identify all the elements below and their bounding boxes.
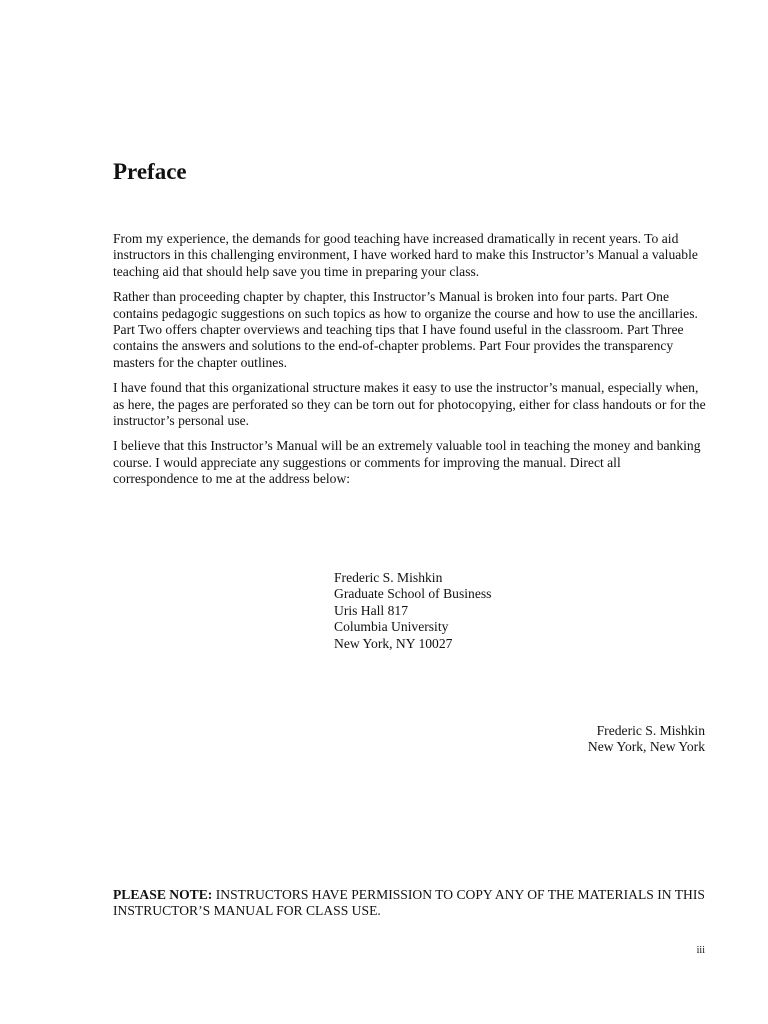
page-title: Preface <box>113 159 187 184</box>
address-city: New York, NY 10027 <box>334 635 453 651</box>
note-text: INSTRUCTORS HAVE PERMISSION TO COPY ANY OF THE MATERIALS IN THIS INSTRUCTOR’S MANUAL FOR CLASS USE. <box>113 887 705 919</box>
paragraph-2: Rather than proceeding chapter by chapter, this Instructor’s Manual is broken into four parts. Part One contains pedagogic suggestions on such topics as how to organize the course and how to use the ancillaries. Part Two offers chapter overviews and teaching tips that I have found useful in the classroom. Part Three contains the answers and solutions to the end-of-chapter problems. Part Four provides the transparency masters for the chapter outlines. <box>113 289 698 370</box>
address-university: Columbia University <box>334 619 449 635</box>
paragraph-1: From my experience, the demands for good teaching have increased dramatically in recent years. To aid instructors in this challenging environment, I have worked hard to make this Instructor’s Manual a valuable teaching aid that should help save you time in preparing your class. <box>113 231 698 279</box>
signature-name: Frederic S. Mishkin <box>596 723 705 738</box>
page-number: iii <box>696 945 705 956</box>
note-label: PLEASE NOTE: <box>113 887 213 902</box>
address-building: Uris Hall 817 <box>334 602 409 618</box>
mailing-address <box>334 570 491 652</box>
permission-note <box>113 887 709 920</box>
paragraph-3: I have found that this organizational structure makes it easy to use the instructor’s manual, especially when, as here, the pages are perforated so they can be torn out for photocopying, either for class handouts or for the instructor’s personal use. <box>113 380 706 429</box>
signature-block <box>588 723 705 756</box>
paragraph-4: I believe that this Instructor’s Manual will be an extremely valuable tool in teaching the money and banking course. I would appreciate any suggestions or comments for improving the manual. Direct all correspondence to me at the address below: <box>113 438 701 487</box>
signature-location: New York, New York <box>587 739 705 755</box>
address-name: Frederic S. Mishkin <box>334 570 443 585</box>
preface-body <box>113 231 709 497</box>
address-school: Graduate School of Business <box>334 586 492 602</box>
